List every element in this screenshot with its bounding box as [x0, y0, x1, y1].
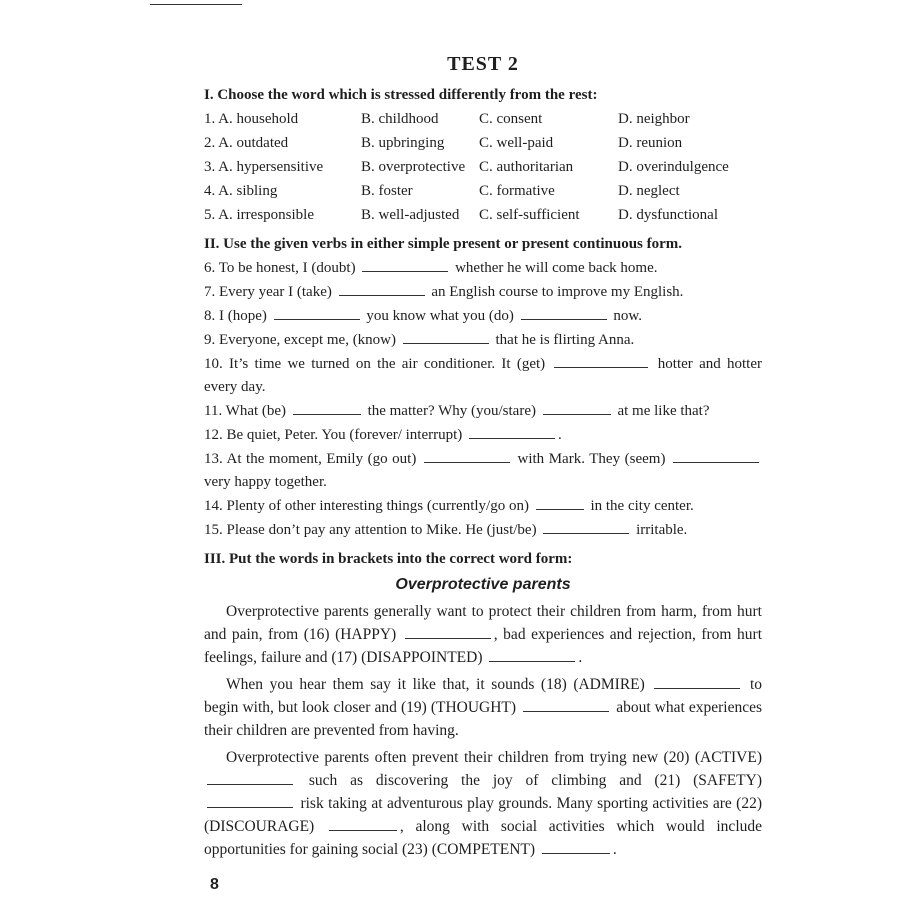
section-2-heading: II. Use the given verbs in either simple present or present continuous form. [204, 236, 683, 252]
option-c: C. well-paid [479, 135, 554, 151]
question-row [204, 203, 762, 227]
worksheet-page [204, 48, 762, 865]
answer-blank[interactable] [543, 519, 629, 534]
option-b: B. upbringing [361, 135, 445, 151]
answer-blank[interactable] [207, 793, 293, 808]
answer-blank[interactable] [405, 624, 491, 639]
answer-blank[interactable] [543, 400, 611, 415]
question-6: 6. To be honest, I (doubt) whether he will come back home. [204, 257, 762, 280]
option-a: 4. A. sibling [204, 183, 278, 199]
answer-blank[interactable] [293, 400, 361, 415]
option-d: D. overindulgence [618, 159, 729, 175]
option-a: 1. A. household [204, 111, 299, 127]
test-title: TEST 2 [447, 53, 519, 75]
option-c: C. consent [479, 111, 543, 127]
page-number: 8 [210, 876, 219, 893]
section-1-heading: I. Choose the word which is stressed differently from the rest: [204, 87, 598, 103]
option-d: D. neglect [618, 183, 680, 199]
option-b: B. foster [361, 183, 413, 199]
question-row [204, 131, 762, 155]
question-12: 12. Be quiet, Peter. You (forever/ interrupt) . [204, 424, 762, 447]
passage-paragraph-1: Overprotective parents generally want to protect their children from harm, from hurt and pain, from (16) (HAPPY) , bad experiences and rejection, from hurt feelings, failure and (17) (DISAPPOINTED) . [204, 603, 762, 666]
answer-blank[interactable] [654, 674, 740, 689]
option-a: 3. A. hypersensitive [204, 159, 324, 175]
answer-blank[interactable] [523, 697, 609, 712]
question-14: 14. Plenty of other interesting things (currently/go on) in the city center. [204, 495, 762, 518]
question-11: 11. What (be) the matter? Why (you/stare) at me like that? [204, 400, 762, 423]
question-row [204, 107, 762, 131]
option-d: D. reunion [618, 135, 683, 151]
option-c: C. authoritarian [479, 159, 574, 175]
question-10: 10. It’s time we turned on the air conditioner. It (get) hotter and hotter every day. [204, 353, 762, 399]
option-b: B. well-adjusted [361, 207, 460, 223]
question-row [204, 155, 762, 179]
top-rule [150, 4, 242, 5]
answer-blank[interactable] [489, 647, 575, 662]
answer-blank[interactable] [536, 495, 584, 510]
answer-blank[interactable] [673, 448, 759, 463]
passage-title: Overprotective parents [395, 576, 571, 593]
option-d: D. dysfunctional [618, 207, 718, 223]
question-13: 13. At the moment, Emily (go out) with Mark. They (seem) very happy together. [204, 448, 762, 494]
option-d: D. neighbor [618, 111, 690, 127]
answer-blank[interactable] [339, 281, 425, 296]
option-b: B. overprotective [361, 159, 466, 175]
passage-paragraph-2: When you hear them say it like that, it sounds (18) (ADMIRE) to begin with, but look closer and (19) (THOUGHT) about what experiences their children are prevented from having. [204, 676, 763, 739]
answer-blank[interactable] [424, 448, 510, 463]
answer-blank[interactable] [362, 257, 448, 272]
answer-blank[interactable] [554, 353, 648, 368]
question-row [204, 179, 762, 203]
section-3-heading: III. Put the words in brackets into the correct word form: [204, 551, 573, 567]
answer-blank[interactable] [521, 305, 607, 320]
option-a: 2. A. outdated [204, 135, 289, 151]
question-7: 7. Every year I (take) an English course to improve my English. [204, 281, 762, 304]
answer-blank[interactable] [207, 770, 293, 785]
option-c: C. formative [479, 183, 555, 199]
question-8: 8. I (hope) you know what you (do) now. [204, 305, 762, 328]
answer-blank[interactable] [469, 424, 555, 439]
answer-blank[interactable] [542, 839, 610, 854]
option-a: 5. A. irresponsible [204, 207, 314, 223]
question-9: 9. Everyone, except me, (know) that he is flirting Anna. [204, 329, 762, 352]
option-b: B. childhood [361, 111, 439, 127]
question-15: 15. Please don’t pay any attention to Mike. He (just/be) irritable. [204, 519, 762, 542]
option-c: C. self-sufficient [479, 207, 580, 223]
answer-blank[interactable] [274, 305, 360, 320]
answer-blank[interactable] [403, 329, 489, 344]
passage-paragraph-3: Overprotective parents often prevent their children from trying new (20) (ACTIVE) such as discovering the joy of climbing and (21) (SAFETY) risk taking at adventurous play grounds. Many sporting activities are (22) (DISCOURAGE) , along with social activities which would include opportunities for gaining social (23) (COMPETENT) . [204, 749, 763, 858]
answer-blank[interactable] [329, 816, 397, 831]
